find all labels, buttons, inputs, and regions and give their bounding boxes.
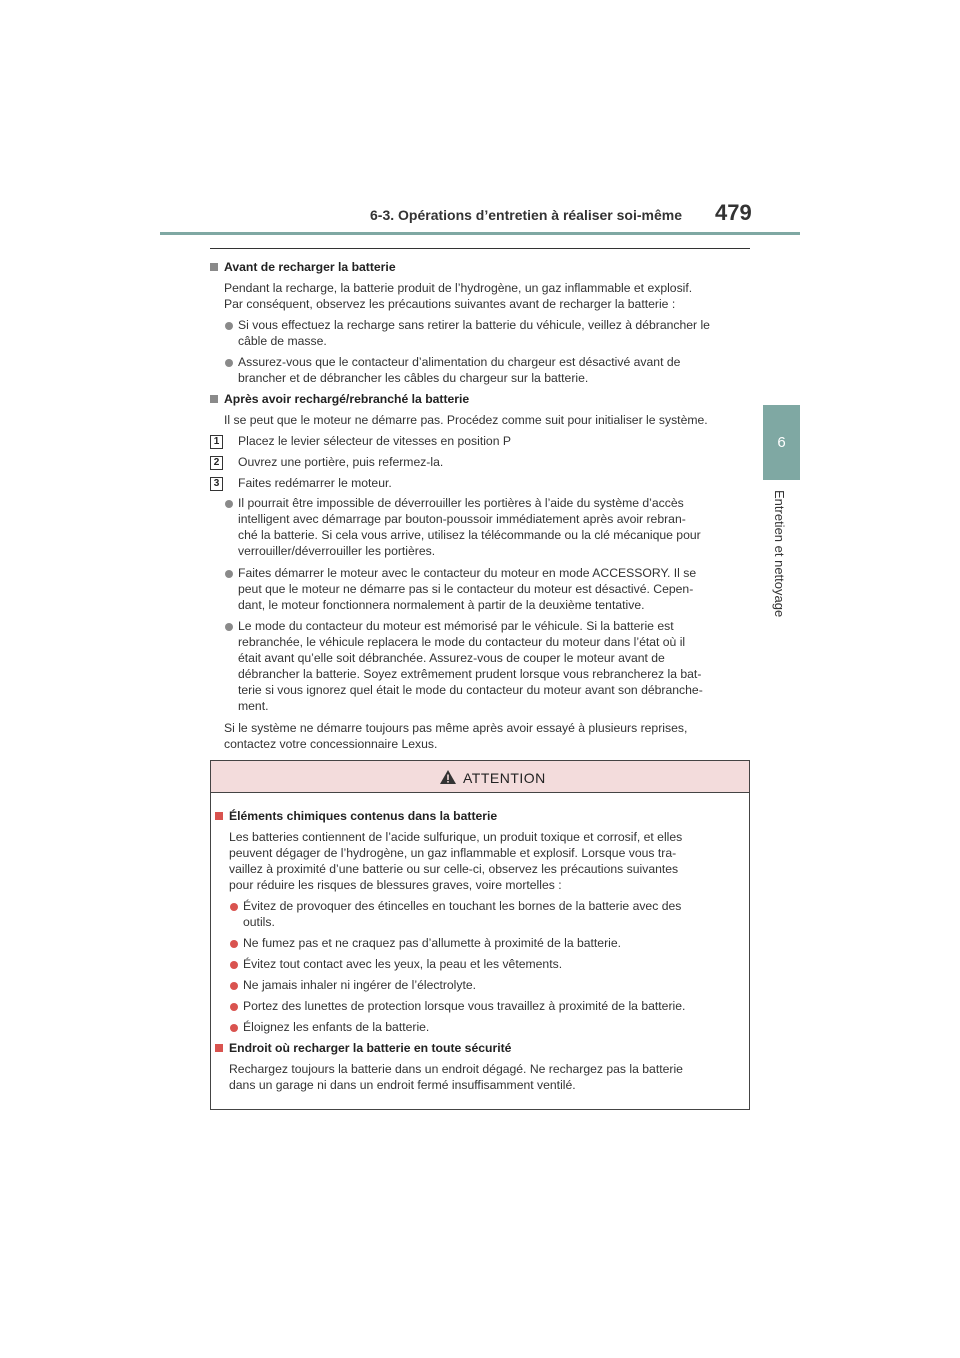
section-heading-before-charging <box>210 260 396 274</box>
paragraph: pour réduire les risques de blessures graves, voire mortelles : <box>229 878 562 892</box>
square-bullet-icon <box>210 395 218 403</box>
paragraph: Rechargez toujours la batterie dans un endroit dégagé. Ne rechargez pas la batterie <box>229 1062 683 1076</box>
bullet-dot-icon <box>225 322 233 330</box>
bullet-dot-icon <box>230 903 238 911</box>
paragraph: Les batteries contiennent de l’acide sulfurique, un produit toxique et corrosif, et elles <box>229 830 683 844</box>
bullet-dot-icon <box>230 1024 238 1032</box>
bullet-dot-icon <box>225 359 233 367</box>
chapter-tab: 6 <box>763 405 800 480</box>
bullet-text: rebranchée, le véhicule replacera le mode du contacteur du moteur dans l’état où il <box>238 635 686 649</box>
heading-text: Après avoir rechargé/rebranché la batterie <box>224 392 470 406</box>
bullet-dot-icon <box>225 623 233 631</box>
paragraph: peuvent dégager de l’hydrogène, un gaz inflammable et explosif. Lorsque vous tra- <box>229 846 677 860</box>
bullet-text: Il pourrait être impossible de déverrouiller les portières à l’aide du système d’accès <box>238 496 684 510</box>
square-bullet-icon <box>215 812 223 820</box>
bullet-text: brancher et de débrancher les câbles du chargeur sur la batterie. <box>238 371 589 385</box>
bullet-text: Si vous effectuez la recharge sans retirer la batterie du véhicule, veillez à débrancher le <box>238 318 710 332</box>
bullet-text: câble de masse. <box>238 334 327 348</box>
attention-header <box>211 761 749 793</box>
attention-heading-chemicals <box>215 809 497 823</box>
bullet-text: Le mode du contacteur du moteur est mémorisé par le véhicule. Si la batterie est <box>238 619 674 633</box>
paragraph: Pendant la recharge, la batterie produit de l’hydrogène, un gaz inflammable et explosif. <box>224 281 693 295</box>
bullet-text: Éloignez les enfants de la batterie. <box>243 1020 430 1034</box>
bullet-text: Assurez-vous que le contacteur d’alimentation du chargeur est désactivé avant de <box>238 355 681 369</box>
chapter-label-text: Entretien et nettoyage <box>772 490 787 618</box>
paragraph: vaillez à proximité d’une batterie ou sur celle-ci, observez les précautions suivantes <box>229 862 679 876</box>
bullet-dot-icon <box>225 570 233 578</box>
step-number: 1 <box>210 435 223 449</box>
step-number: 2 <box>210 456 223 470</box>
attention-title: ATTENTION <box>463 770 546 786</box>
bullet-dot-icon <box>230 982 238 990</box>
bullet-text: Évitez tout contact avec les yeux, la peau et les vêtements. <box>243 957 563 971</box>
paragraph: Si le système ne démarre toujours pas même après avoir essayé à plusieurs reprises, <box>224 721 688 735</box>
bullet-text: Portez des lunettes de protection lorsque vous travaillez à proximité de la batterie. <box>243 999 686 1013</box>
bullet-text: Faites démarrer le moteur avec le contacteur du moteur en mode ACCESSORY. Il se <box>238 566 697 580</box>
bullet-dot-icon <box>230 961 238 969</box>
attention-box <box>210 760 750 1110</box>
paragraph: Par conséquent, observez les précautions suivantes avant de recharger la batterie : <box>224 297 676 311</box>
header-divider <box>160 232 800 235</box>
bullet-text: verrouiller/déverrouiller les portières. <box>238 544 436 558</box>
paragraph: contactez votre concessionnaire Lexus. <box>224 737 438 751</box>
bullet-text: dant, le moteur fonctionnera normalement à partir de la deuxième tentative. <box>238 598 645 612</box>
step-text: Faites redémarrer le moteur. <box>238 476 392 490</box>
bullet-dot-icon <box>230 940 238 948</box>
bullet-dot-icon <box>230 1003 238 1011</box>
chapter-label <box>772 490 792 890</box>
step-number: 3 <box>210 477 223 491</box>
page-number: 479 <box>715 200 752 225</box>
paragraph: Il se peut que le moteur ne démarre pas. Procédez comme suit pour initialiser le système. <box>224 413 708 427</box>
section-title: 6-3. Opérations d’entretien à réaliser soi-même <box>370 207 683 223</box>
step-text: Ouvrez une portière, puis refermez-la. <box>238 455 444 469</box>
bullet-text: débrancher la batterie. Soyez extrêmement prudent lorsque vous rebrancherez la bat- <box>238 667 702 681</box>
section-heading-after-charging <box>210 392 469 406</box>
attention-heading-location <box>215 1041 511 1055</box>
bullet-text: Évitez de provoquer des étincelles en touchant les bornes de la batterie avec des <box>243 899 682 913</box>
warning-triangle-icon <box>439 769 457 785</box>
bullet-text: Ne jamais inhaler ni ingérer de l’électrolyte. <box>243 978 477 992</box>
square-bullet-icon <box>210 263 218 271</box>
bullet-text: peut que le moteur ne démarre pas si le contacteur du moteur est désactivé. Cepen- <box>238 582 694 596</box>
bullet-text: ment. <box>238 699 269 713</box>
heading-text: Avant de recharger la batterie <box>224 260 396 274</box>
bullet-text: Ne fumez pas et ne craquez pas d’allumette à proximité de la batterie. <box>243 936 622 950</box>
bullet-dot-icon <box>225 500 233 508</box>
bullet-text: intelligent avec démarrage par bouton-poussoir immédiatement après avoir rebran- <box>238 512 686 526</box>
bullet-text: outils. <box>243 915 275 929</box>
paragraph: dans un garage ni dans un endroit fermé insuffisamment ventilé. <box>229 1078 576 1092</box>
bullet-text: ché la batterie. Si cela vous arrive, utilisez la télécommande ou la clé mécanique pour <box>238 528 701 542</box>
content-rule <box>210 248 750 249</box>
bullet-text: était avant qu’elle soit débranchée. Assurez-vous de couper le moteur avant de <box>238 651 665 665</box>
heading-text: Endroit où recharger la batterie en toute sécurité <box>229 1041 512 1055</box>
step-text: Placez le levier sélecteur de vitesses en position P <box>238 434 512 448</box>
bullet-text: terie si vous ignorez quel était le mode du contacteur du moteur avant son débranche- <box>238 683 703 697</box>
heading-text: Éléments chimiques contenus dans la batterie <box>229 809 498 823</box>
square-bullet-icon <box>215 1044 223 1052</box>
